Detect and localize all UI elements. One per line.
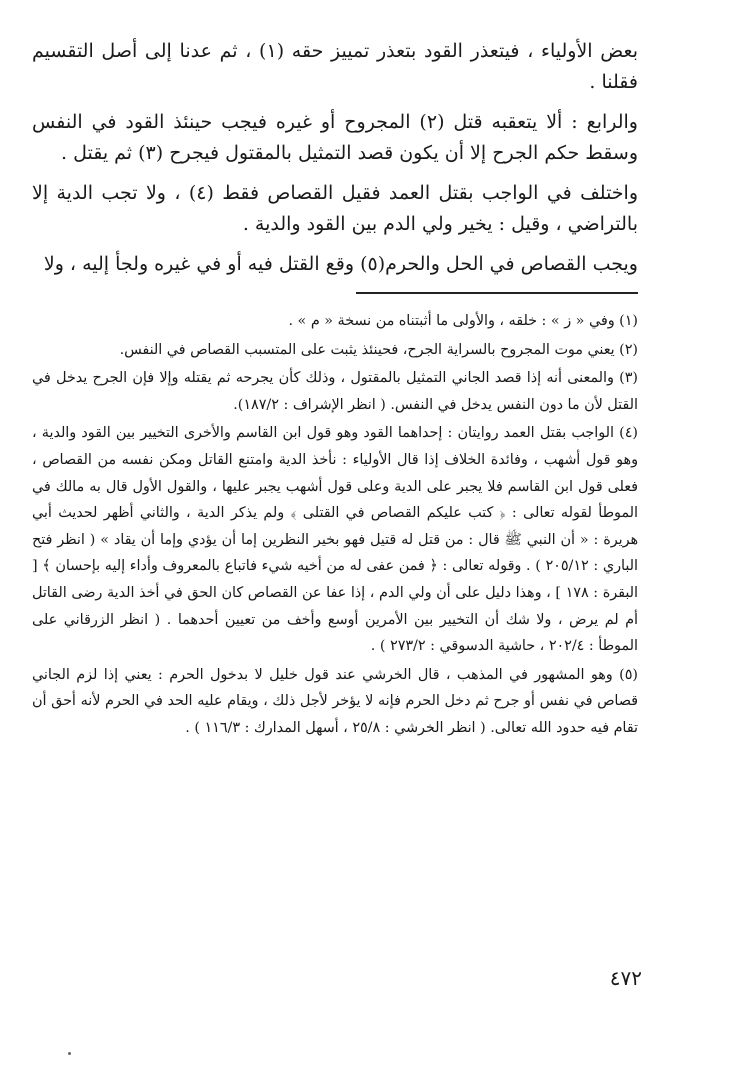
footnote-divider — [356, 292, 638, 294]
main-paragraph-1: بعض الأولياء ، فيتعذر القود بتعذر تمييز حقه (١) ، ثم عدنا إلى أصل التقسيم فقلنا . — [32, 40, 638, 93]
footnote-3: (٣) والمعنى أنه إذا قصد الجاني التمثيل بالمقتول ، وذلك كأن يجرحه ثم يقتله وإلا فإن الجرح يدخل في القتل لأن ما دون النفس يدخل في النفس. ( انظر الإشراف : ١٨٧/٢). — [32, 370, 638, 413]
book-page — [32, 36, 638, 742]
scan-speck — [68, 1052, 71, 1055]
footnote-1: (١) وفي « ز » : خلقه ، والأولى ما أثبتناه من نسخة « م » . — [288, 313, 638, 329]
footnote-5: (٥) وهو المشهور في المذهب ، قال الخرشي عند قول خليل لا بدخول الحرم : يعني إذا لزم الجاني قصاص في نفس أو جرح ثم دخل الحرم فإنه لا يؤخر لأجل ذلك ، ويقام عليه الحد في الحرم لأنه أحق أن تقام فيه حدود الله تعالى. ( انظر الخرشي : ٢٥/٨ ، أسهل المدارك : ١١٦/٣ ) . — [32, 666, 638, 736]
main-paragraph-4: ويجب القصاص في الحل والحرم(٥) وقع القتل فيه أو في غيره ولجأ إليه ، ولا — [43, 253, 638, 275]
footnote-4: (٤) الواجب بقتل العمد روايتان : إحداهما القود وهو قول ابن القاسم والأخرى التخيير بين القود والدية ، وهو قول أشهب ، وفائدة الخلاف إذا قال الأولياء : نأخذ الدية وامتنع القاتل ومكن نفسه من القصاص ، فعلى قول ابن القاسم فلا يجبر على الدية وعلى قول أشهب يجبر عليها ، والقول الأول قال به مالك في الموطأ لقوله تعالى : ﴿ كتب عليكم القصاص في القتلى ﴾ ولم يذكر الدية ، والثاني أظهر لحديث أبي هريرة : « أن النبي ﷺ قال : من قتل له قتيل فهو بخير النظرين إما أن يؤدي وإما أن يقاد » ( انظر فتح الباري : ٢٠٥/١٢ ) . وقوله تعالى : ﴿ فمن عفى له من أخيه شيء فاتباع بالمعروف وأداء إليه بإحسان ﴾ [ البقرة : ١٧٨ ] ، وهذا دليل على أن ولي الدم ، إذا عفا عن القصاص كان الحق في أخذ الدية رضى القاتل أم لم يرض ، ولا شك أن التخيير بين الأمرين أوسع وأخف من تعيين أحدهما . ( انظر الزرقاني على الموطأ : ٢٠٢/٤ ، حاشية الدسوقي : ٢٧٣/٢ ) . — [32, 425, 639, 655]
main-paragraph-3: واختلف في الواجب بقتل العمد فقيل القصاص فقط (٤) ، ولا تجب الدية إلا بالتراضي ، وقيل : يخير ولي الدم بين القود والدية . — [32, 182, 639, 235]
main-paragraph-2: والرابع : ألا يتعقبه قتل (٢) المجروح أو غيره فيجب حينئذ القود في النفس وسقط حكم الجرح إلا أن يكون قصد التمثيل بالمقتول فيجرح (٣) ثم يقتل . — [32, 111, 638, 164]
main-text — [32, 36, 638, 280]
page-number: ٤٧٢ — [609, 966, 642, 990]
footnote-2: (٢) يعني موت المجروح بالسراية الجرح، فحينئذ يثبت على المتسبب القصاص في النفس. — [119, 341, 638, 358]
footnotes — [32, 308, 638, 742]
